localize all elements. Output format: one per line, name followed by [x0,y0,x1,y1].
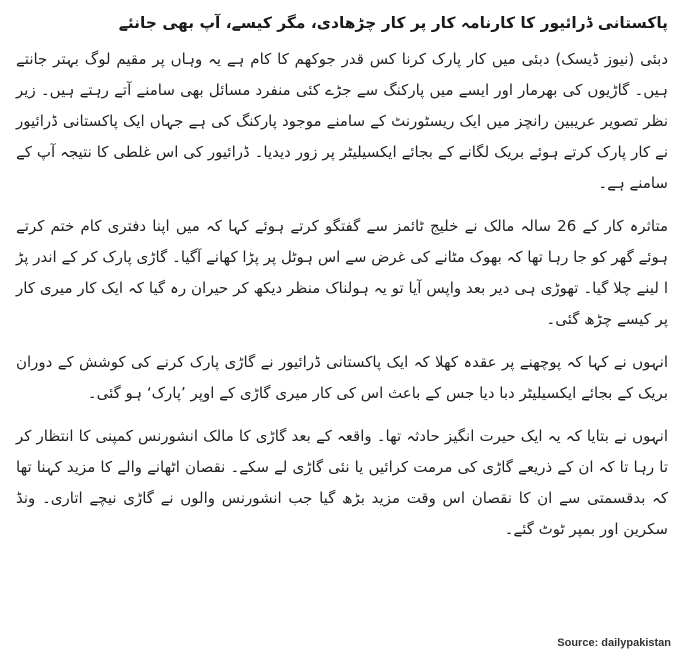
article-paragraph-1: دبئی (نیوز ڈیسک) دبئی میں کار پارک کرنا کس قدر جوکھم کا کام ہے یہ وہاں پر مقیم لوگ بہتر جانتے ہیں۔ گاڑیوں کی بھرمار اور ایسے میں پارکنگ سے جڑے کئی منفرد مسائل بھی سامنے آتے رہتے ہیں۔ زیر نظر تصویر عریبین رانچز میں ایک ریسٹورنٹ کے سامنے موجود پارکنگ کی ہے جہاں ایک پاکستانی ڈرائیور نے کار پارک کرتے ہوئے بریک لگانے کے بجائے ایکسیلیٹر پر زور دیدیا۔ ڈرائیور کی اس غلطی کا نتیجہ آپ کے سامنے ہے۔ [16,50,668,192]
article-paragraph-2: متاثرہ کار کے 26 سالہ مالک نے خلیج ٹائمز سے گفتگو کرتے ہوئے کہا کہ میں اپنا دفتری کام ختم کرتے ہوئے گھر کو جا رہا تھا کہ بھوک مٹانے کی غرض سے اس ہوٹل پر پڑا کھانے آگیا۔ گاڑی پارک کر کے اندر پڑ ا لینے چلا گیا۔ تھوڑی ہی دیر بعد واپس آیا تو یہ ہولناک منظر دیکھ کر حیران رہ گیا کہ ایک کار میری کار پر کیسے چڑھ گئی۔ [16,217,669,328]
source-credit: Source: dailypakistan [557,637,671,649]
article-paragraph-3: انہوں نے کہا کہ پوچھنے پر عقدہ کھلا کہ ایک پاکستانی ڈرائیور نے گاڑی پارک کرنے کی کوشش کے دوران بریک کے بجائے ایکسیلیٹر دبا دیا جس کے باعث اس کی کار میری گاڑی کے اوپر ’پارک‘ ہو گئی۔ [16,353,668,402]
article-paragraph-4: انہوں نے بتایا کہ یہ ایک حیرت انگیز حادثہ تھا۔ واقعہ کے بعد گاڑی کا مالک انشورنس کمپنی کا انتظار کر تا رہا تا کہ ان کے ذریعے گاڑی کی مرمت کرائیں یا نئی گاڑی لے سکے۔ نقصان اٹھانے والے کا مزید کہنا تھا کہ بدقسمتی سے ان کا نقصان اس وقت مزید بڑھ گیا جب انشورنس والوں نے گاڑی نیچے اتاری۔ ونڈ سکرین اور بمپر ٹوٹ گئے۔ [16,427,668,538]
article-headline: پاکستانی ڈرائیور کا کارنامہ کار پر کار چڑھادی، مگر کیسے، آپ بھی جانئے [118,14,668,32]
news-article [16,8,668,557]
